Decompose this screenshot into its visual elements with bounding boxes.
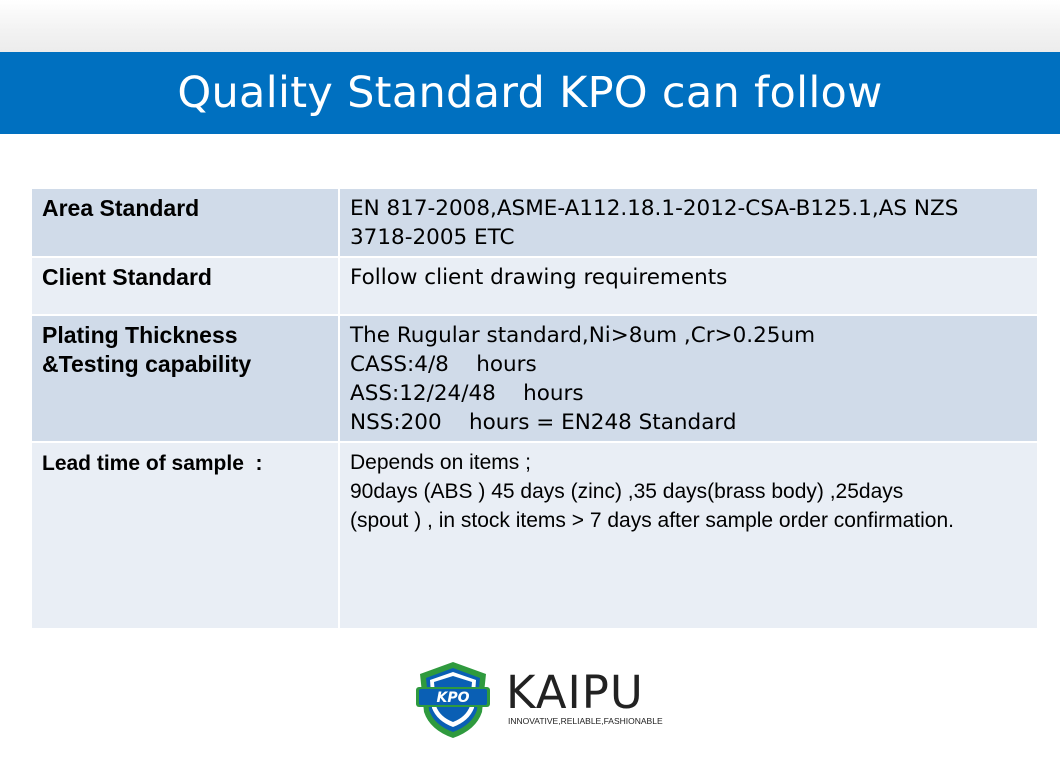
table-row — [31, 257, 1038, 315]
row-label — [31, 315, 339, 442]
value-line: NSS:200 hours = EN248 Standard — [350, 410, 737, 435]
brand-tagline: INNOVATIVE,RELIABLE,FASHIONABLE — [508, 716, 663, 726]
row-label — [31, 188, 339, 257]
kpo-shield-icon — [416, 660, 490, 740]
header-background — [0, 0, 1060, 52]
row-value — [339, 188, 1038, 257]
value-line: CASS:4/8 hours — [350, 352, 537, 377]
brand-name: KAIPU — [506, 666, 644, 719]
label-line: Plating Thickness — [42, 322, 238, 348]
value-line: 90days (ABS ) 45 days (zinc) ,35 days(brass body) ,25days — [350, 480, 904, 503]
label-line: Lead time of sample : — [42, 452, 263, 475]
label-line: Client Standard — [42, 264, 212, 290]
row-label — [31, 257, 339, 315]
value-line: The Rugular standard,Ni>8um ,Cr>0.25um — [350, 323, 816, 348]
value-line: EN 817-2008,ASME-A112.18.1-2012-CSA-B125.1,AS NZS — [350, 196, 959, 221]
label-line: &Testing capability — [42, 351, 252, 377]
page-title: Quality Standard KPO can follow — [177, 68, 883, 118]
label-line: Area Standard — [42, 195, 200, 221]
value-line: Follow client drawing requirements — [350, 265, 728, 290]
title-bar — [0, 52, 1060, 134]
table-row — [31, 442, 1038, 629]
value-line: Depends on items ; — [350, 451, 531, 474]
table-row — [31, 315, 1038, 442]
kaipu-logo — [416, 660, 663, 740]
value-line: (spout ) , in stock items > 7 days after sample order confirmation. — [350, 509, 954, 532]
logo-badge-text: KPO — [436, 690, 470, 706]
row-value — [339, 257, 1038, 315]
row-label — [31, 442, 339, 629]
row-value — [339, 315, 1038, 442]
value-line: 3718-2005 ETC — [350, 225, 515, 250]
value-line: ASS:12/24/48 hours — [350, 381, 584, 406]
row-value — [339, 442, 1038, 629]
table-row — [31, 188, 1038, 257]
quality-standard-table — [30, 187, 1039, 630]
